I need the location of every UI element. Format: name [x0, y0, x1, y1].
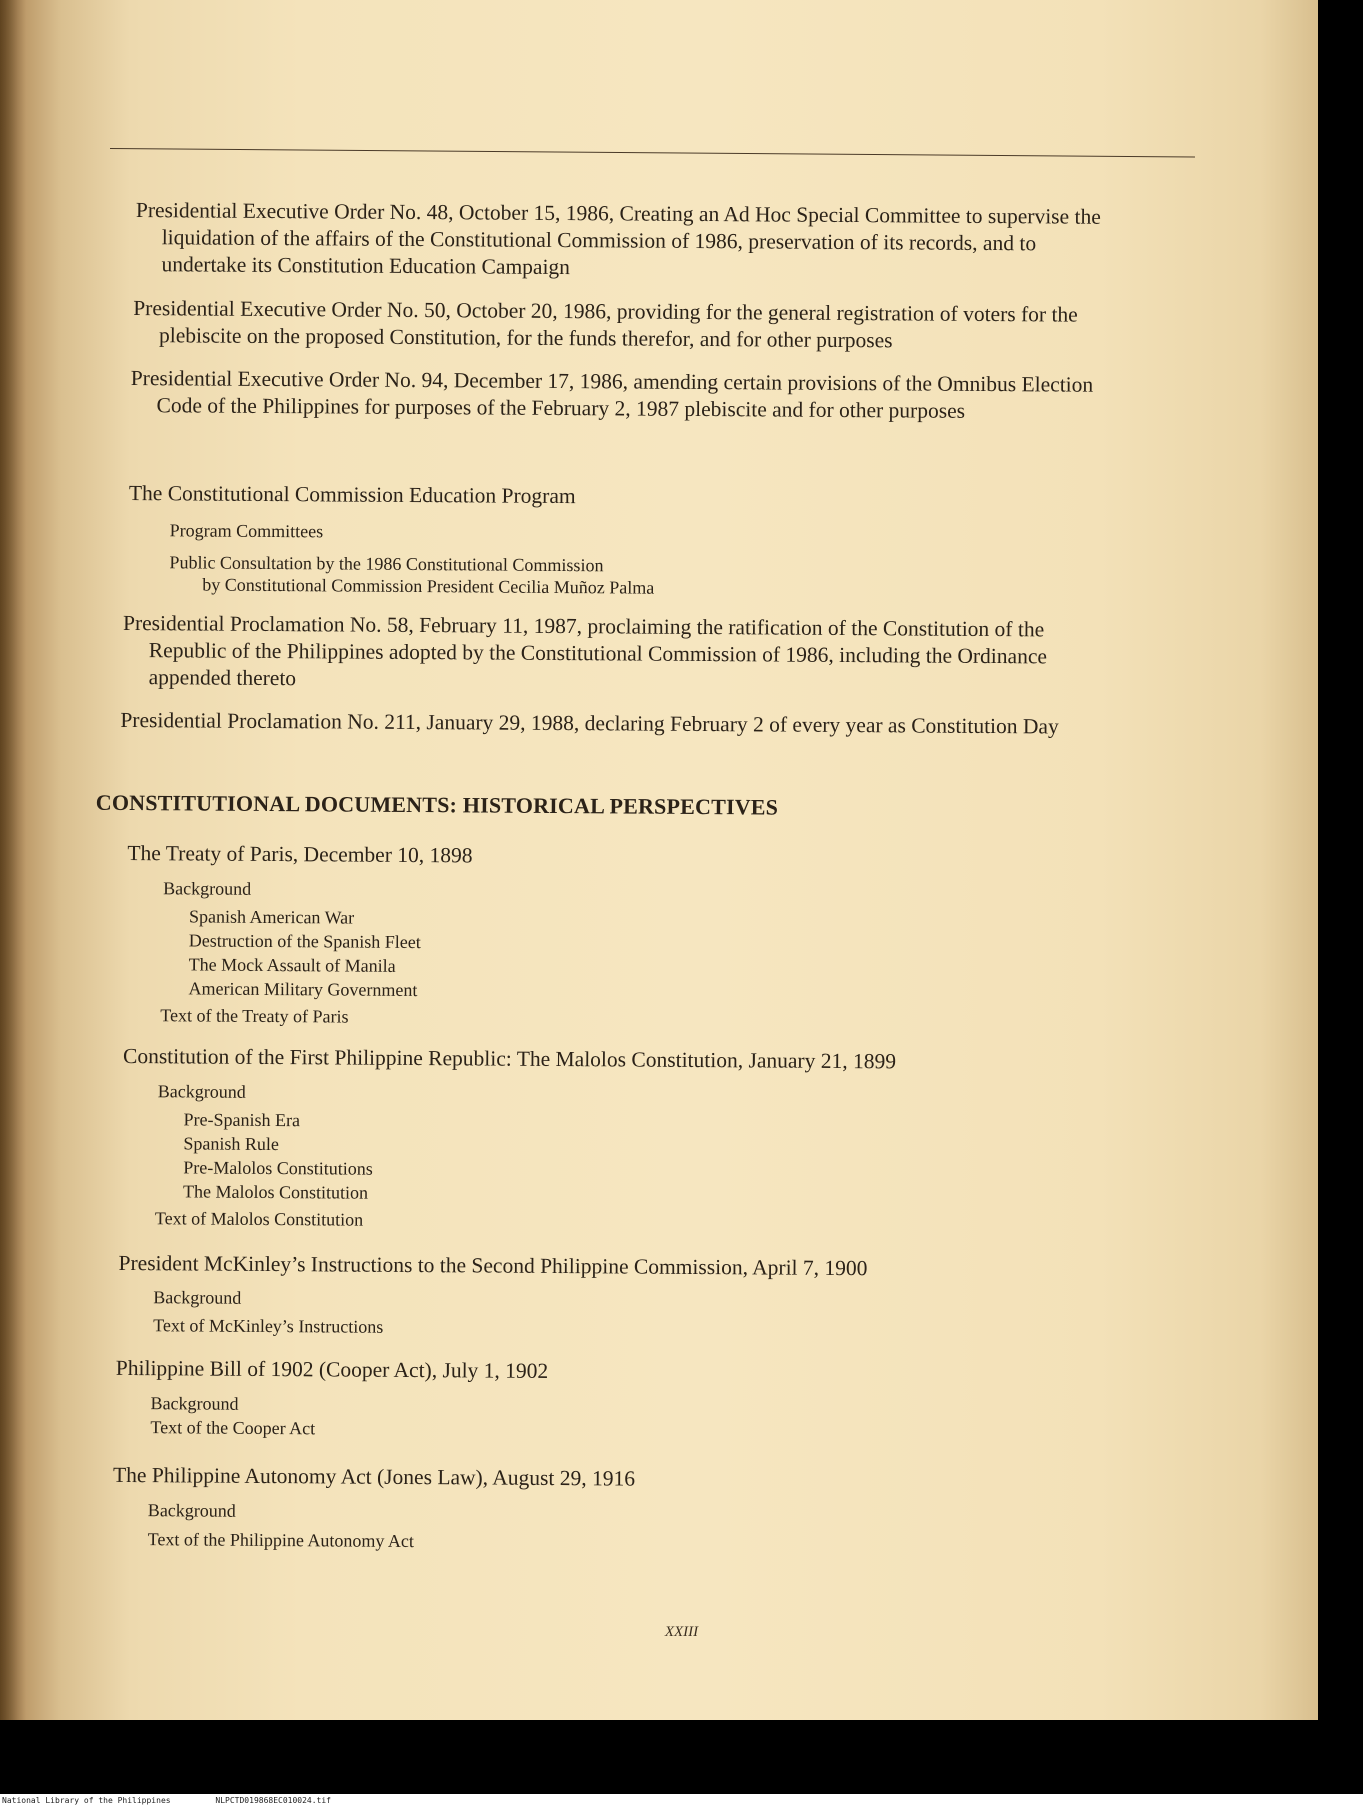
proclamation-58: Presidential Proclamation No. 58, February 11, 1987, proclaiming the ratification of the Constitution of the Republic of the Philippines adopted by the Constitutional Commission of 1986, including the Ordinance appended thereto: [122, 610, 1048, 691]
malolos-text: Text of Malolos Constitution: [154, 1208, 364, 1230]
public-consultation-by: by Constitutional Commission President Cecilia Muñoz Palma: [202, 574, 655, 598]
treaty-topic: The Mock Assault of Manila: [188, 954, 396, 976]
program-committees: Program Committees: [169, 520, 324, 542]
education-program-title: The Constitutional Commission Education Program: [128, 481, 576, 509]
cooper-background: Background: [150, 1393, 239, 1414]
cooper-title: Philippine Bill of 1902 (Cooper Act), July 1, 1902: [115, 1355, 549, 1383]
malolos-background: Background: [157, 1081, 246, 1102]
malolos-topic: Pre-Spanish Era: [183, 1109, 301, 1131]
jones-title: The Philippine Autonomy Act (Jones Law), August 29, 1916: [113, 1462, 636, 1491]
treaty-topic: Destruction of the Spanish Fleet: [188, 930, 421, 953]
mckinley-text: Text of McKinley’s Instructions: [153, 1315, 384, 1337]
mckinley-background: Background: [153, 1287, 242, 1308]
malolos-topic: The Malolos Constitution: [183, 1181, 369, 1203]
jones-background: Background: [147, 1500, 236, 1521]
footer-library: National Library of the Philippines: [2, 1796, 171, 1805]
malolos-topic: Spanish Rule: [183, 1133, 279, 1155]
jones-text: Text of the Philippine Autonomy Act: [147, 1529, 414, 1552]
treaty-background: Background: [163, 878, 252, 899]
treaty-topic: American Military Government: [188, 978, 418, 1001]
footer-filename: NLPCTD019868EC010024.tif: [215, 1796, 331, 1805]
mckinley-title: President McKinley’s Instructions to the Second Philippine Commission, April 7, 1900: [118, 1250, 868, 1281]
scan-footer: [0, 1794, 1363, 1808]
malolos-title: Constitution of the First Philippine Republic: The Malolos Constitution, January 21, 1899: [122, 1043, 897, 1074]
entry-eo-50: Presidential Executive Order No. 50, October 20, 1986, providing for the general registration of voters for the plebiscite on the proposed Constitution, for the funds therefor, and for other purposes: [133, 296, 1078, 353]
public-consultation: Public Consultation by the 1986 Constitutional Commission: [169, 552, 604, 576]
entry-eo-48: Presidential Executive Order No. 48, October 15, 1986, Creating an Ad Hoc Special Committee to supervise the liquidation of the affairs of the Constitutional Commission of 1986, preservation of its records, and to undertake its Constitution Education Campaign: [135, 198, 1101, 280]
treaty-text: Text of the Treaty of Paris: [160, 1005, 349, 1027]
section-heading: CONSTITUTIONAL DOCUMENTS: HISTORICAL PERSPECTIVES: [95, 789, 779, 820]
treaty-title: The Treaty of Paris, December 10, 1898: [127, 840, 473, 868]
entry-eo-94: Presidential Executive Order No. 94, December 17, 1986, amending certain provisions of the Omnibus Election Code of the Philippines for purposes of the February 2, 1987 plebiscite and for other purposes: [130, 366, 1094, 423]
malolos-topic: Pre-Malolos Constitutions: [183, 1157, 373, 1179]
cooper-text: Text of the Cooper Act: [150, 1417, 316, 1439]
treaty-topic: Spanish American War: [188, 906, 355, 928]
proclamation-211: Presidential Proclamation No. 211, January 29, 1988, declaring February 2 of every year as Constitution Day: [120, 707, 1059, 739]
page-number: XXIII: [664, 1624, 699, 1640]
